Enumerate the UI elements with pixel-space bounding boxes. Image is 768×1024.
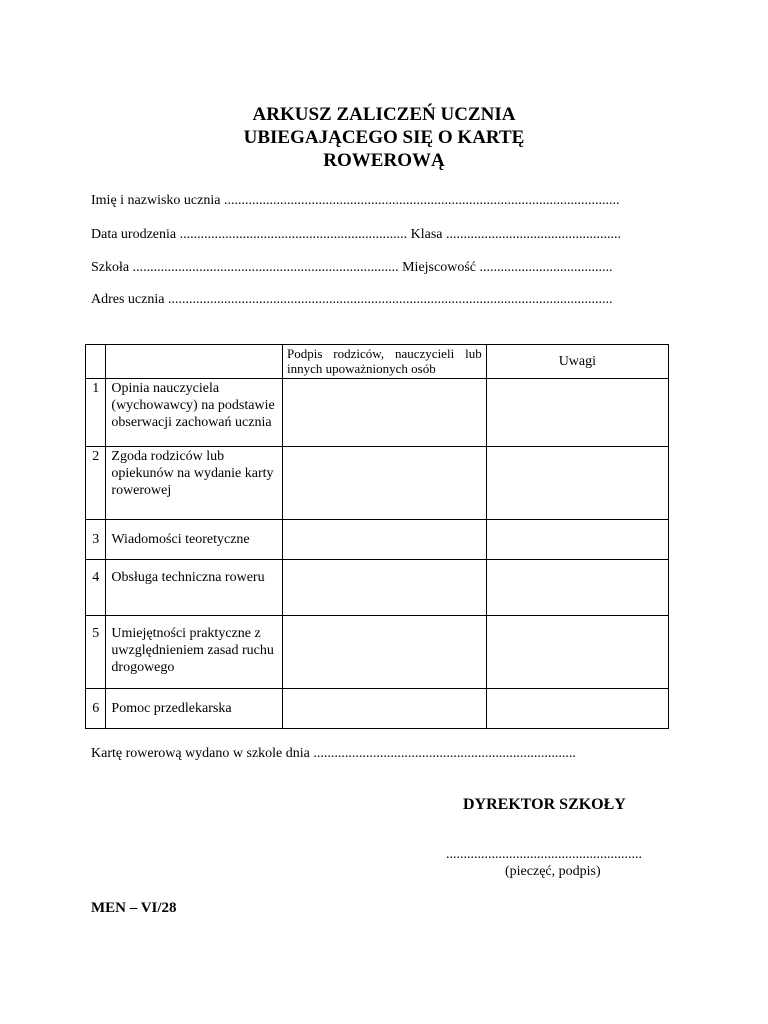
notes-cell[interactable] xyxy=(486,689,668,729)
table-row xyxy=(86,616,669,689)
row-number: 3 xyxy=(86,520,106,560)
signature-cell[interactable] xyxy=(282,379,486,447)
row-number: 4 xyxy=(86,560,106,616)
table-row xyxy=(86,560,669,616)
signature-cell[interactable] xyxy=(282,689,486,729)
table-row xyxy=(86,447,669,520)
row-label: Zgoda rodziców lub opiekunów na wydanie karty rowerowej xyxy=(106,447,283,520)
table-row xyxy=(86,379,669,447)
birth-date-class-field[interactable]: Data urodzenia ................................................................. Klasa .................................................. xyxy=(91,227,621,242)
notes-cell[interactable] xyxy=(486,616,668,689)
student-address-field[interactable]: Adres ucznia ............................................................................................................................... xyxy=(91,292,613,307)
table-row xyxy=(86,689,669,729)
table-header-row xyxy=(86,345,669,379)
header-num-cell xyxy=(86,345,106,379)
row-number: 2 xyxy=(86,447,106,520)
row-label: Obsługa techniczna roweru xyxy=(106,560,283,616)
notes-cell[interactable] xyxy=(486,560,668,616)
director-label: DYREKTOR SZKOŁY xyxy=(463,796,626,813)
row-label: Wiadomości teoretyczne xyxy=(106,520,283,560)
signature-cell[interactable] xyxy=(282,520,486,560)
table-row xyxy=(86,520,669,560)
signature-caption: (pieczęć, podpis) xyxy=(505,864,601,879)
header-notes-cell: Uwagi xyxy=(486,345,668,379)
notes-cell[interactable] xyxy=(486,520,668,560)
row-label: Pomoc przedlekarska xyxy=(106,689,283,729)
title-line-3: ROWEROWĄ xyxy=(323,150,445,171)
school-city-field[interactable]: Szkoła ............................................................................ Miejscowość ...................................... xyxy=(91,260,613,275)
document-title xyxy=(0,103,768,172)
student-name-field[interactable]: Imię i nazwisko ucznia ................................................................................................................. xyxy=(91,193,620,208)
title-line-2: UBIEGAJĄCEGO SIĘ O KARTĘ xyxy=(243,127,525,148)
signature-line[interactable]: ........................................................ xyxy=(446,847,642,862)
title-line-1: ARKUSZ ZALICZEŃ UCZNIA xyxy=(252,104,516,125)
row-number: 5 xyxy=(86,616,106,689)
header-signature-cell: Podpis rodziców, nauczycieli lub innych upoważnionych osób xyxy=(282,345,486,379)
row-number: 1 xyxy=(86,379,106,447)
issue-date-field[interactable]: Kartę rowerową wydano w szkole dnia ........................................................................... xyxy=(91,746,576,761)
row-label: Opinia nauczyciela (wychowawcy) na podstawie obserwacji zachowań ucznia xyxy=(106,379,283,447)
notes-cell[interactable] xyxy=(486,447,668,520)
notes-cell[interactable] xyxy=(486,379,668,447)
signature-cell[interactable] xyxy=(282,616,486,689)
signature-cell[interactable] xyxy=(282,447,486,520)
signature-cell[interactable] xyxy=(282,560,486,616)
row-label: Umiejętności praktyczne z uwzględnieniem zasad ruchu drogowego xyxy=(106,616,283,689)
assessment-table xyxy=(85,344,669,729)
form-code: MEN – VI/28 xyxy=(91,900,177,916)
header-label-cell xyxy=(106,345,283,379)
row-number: 6 xyxy=(86,689,106,729)
